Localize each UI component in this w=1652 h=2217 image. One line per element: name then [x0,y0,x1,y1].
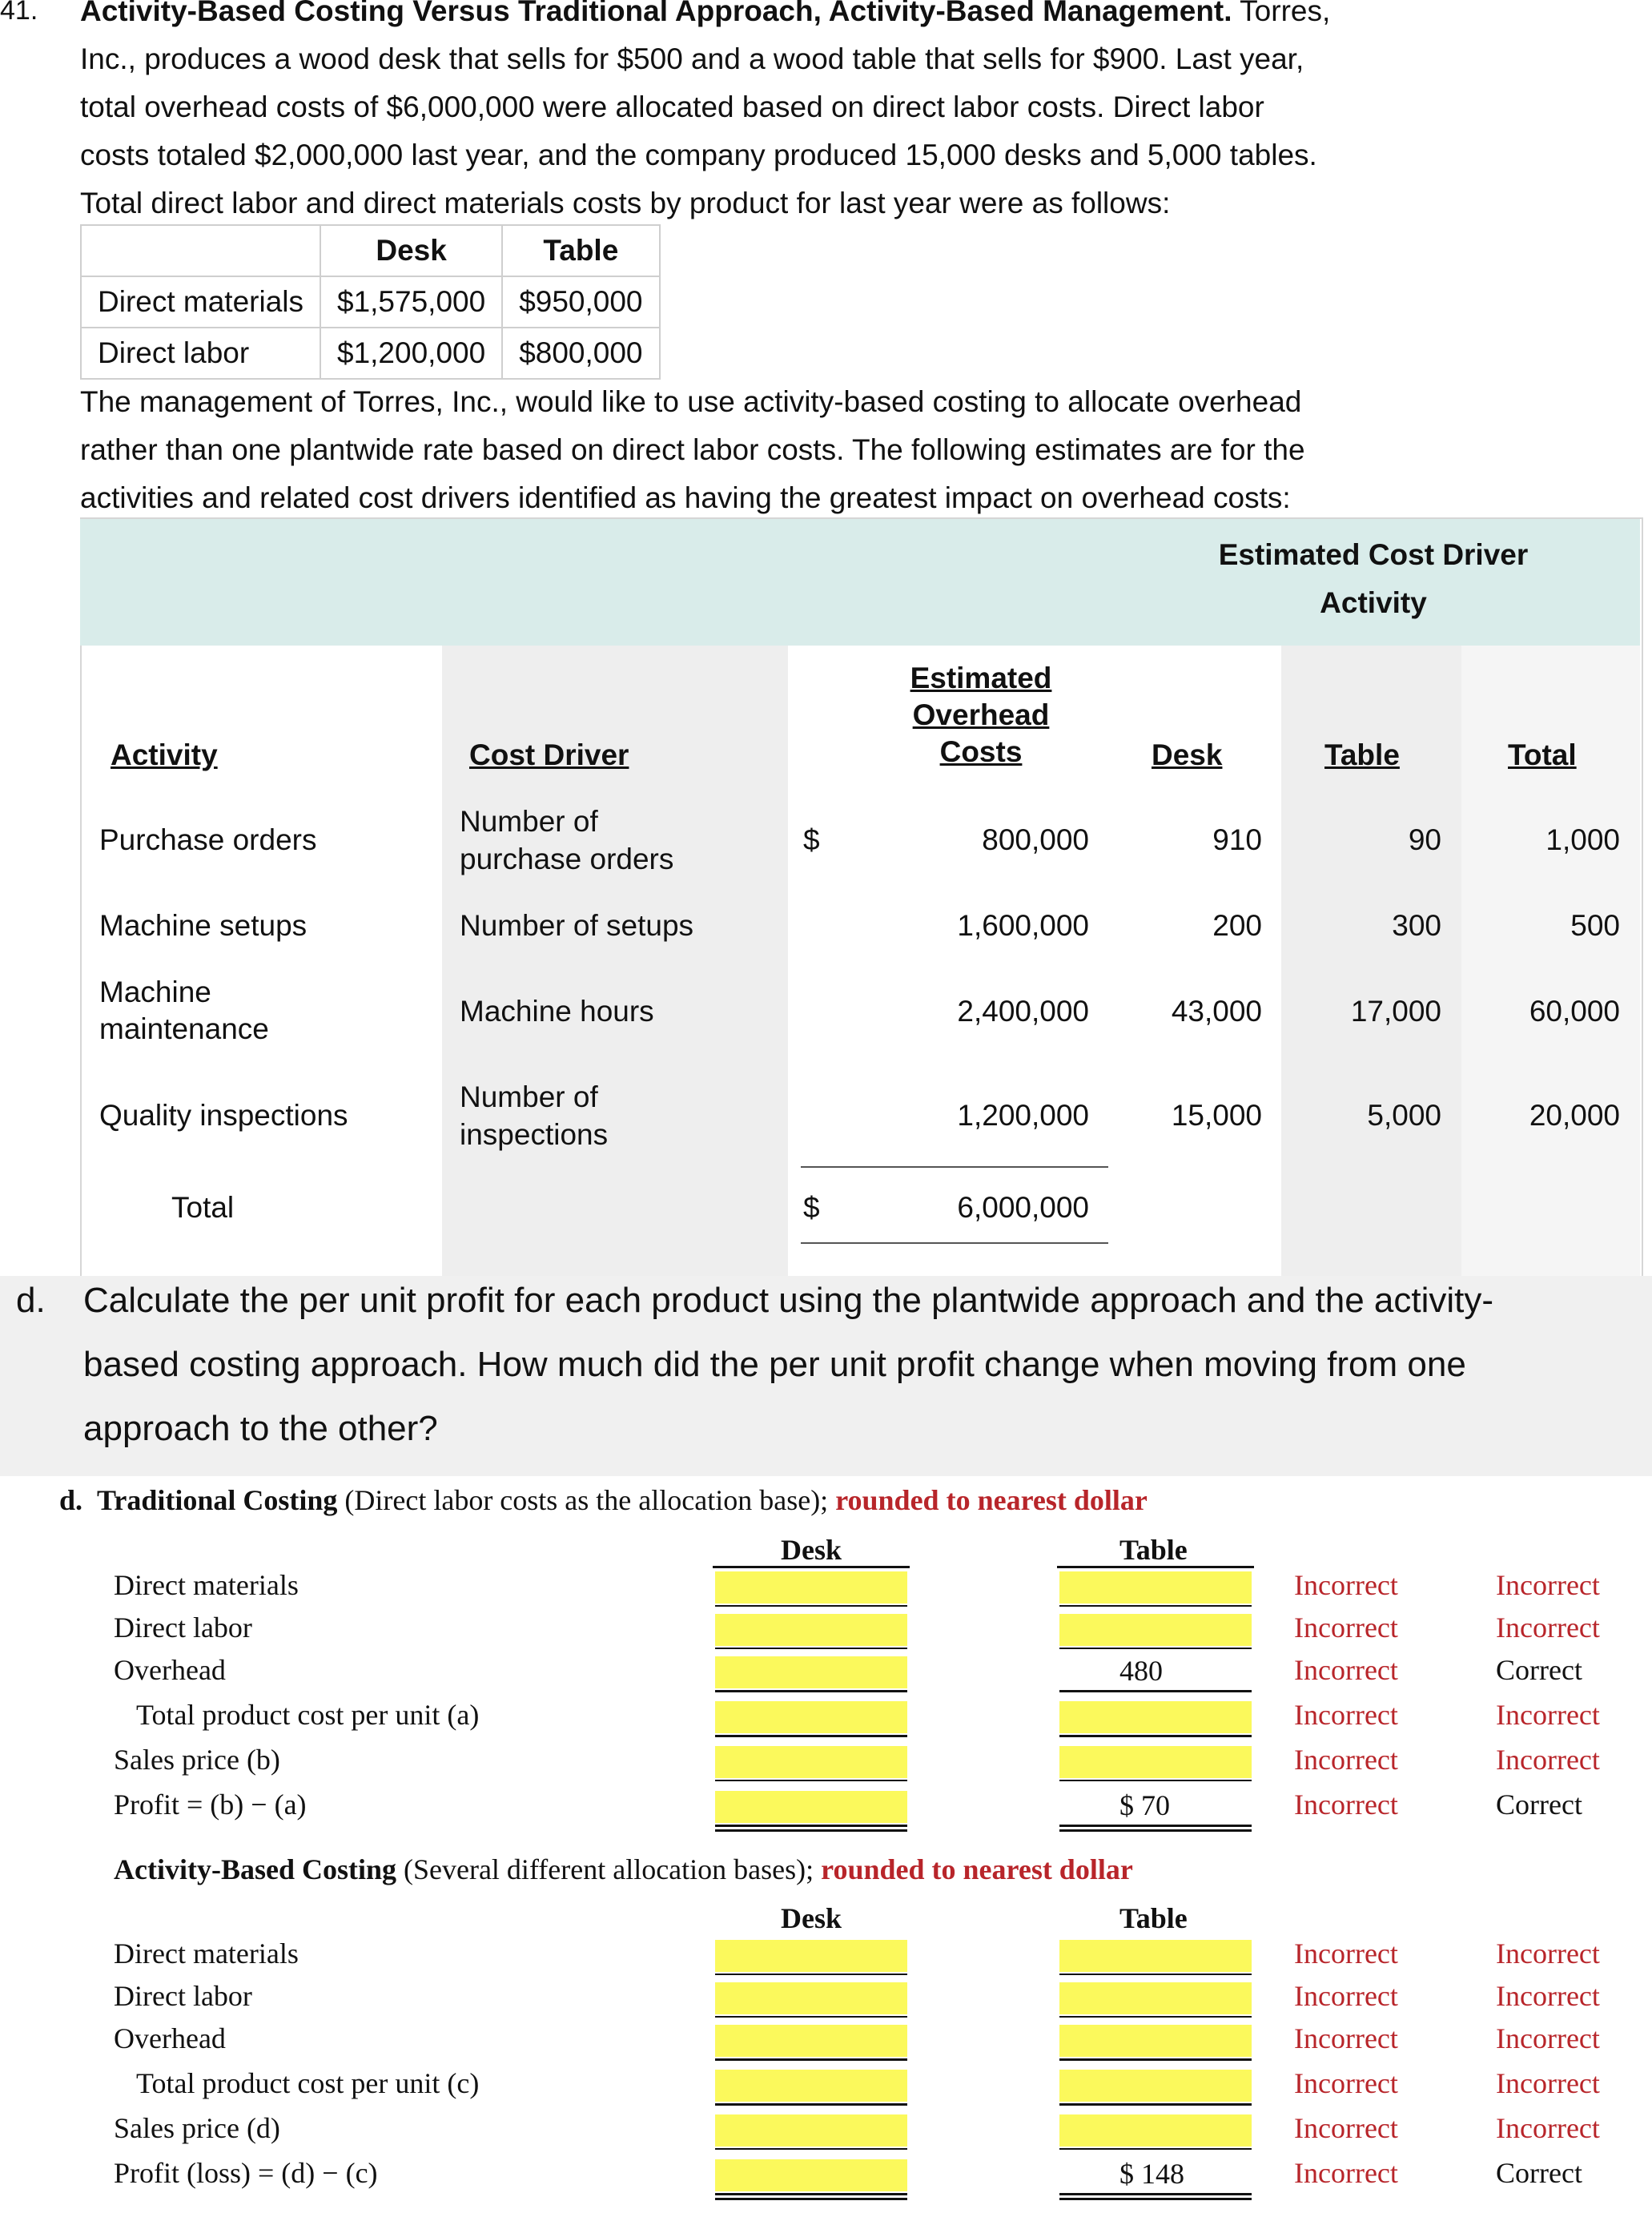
row-total: 20,000 [1529,1099,1620,1132]
table-input-cell[interactable] [1059,1791,1252,1823]
row-table: 17,000 [1350,995,1441,1028]
header-costs-line2: Overhead [912,698,1050,731]
row-label: Total product cost per unit (a) [136,1699,480,1731]
table-input-cell[interactable] [1059,1982,1252,2014]
group-header-line2: Activity [1320,586,1427,619]
col-header-desk: Desk [320,225,502,276]
direct-cost-table [80,224,661,380]
row-label: Profit (loss) = (d) − (c) [114,2157,378,2189]
desk-status-label: Incorrect [1294,1569,1398,1601]
header-rule [1057,1566,1254,1568]
desk-status-label: Incorrect [1294,1980,1398,2012]
double-underline [1059,2193,1252,2200]
row-label: Direct materials [114,1569,299,1601]
cell-rule [1059,1648,1252,1649]
part-d-letter: d. [16,1281,46,1320]
header-costs-line3: Costs [939,735,1023,768]
cell-rule [1059,1690,1252,1692]
row-label: Overhead [114,1654,226,1686]
table-status-label: Correct [1496,1654,1582,1686]
table-status-label: Incorrect [1496,1937,1600,1970]
desk-input-cell[interactable] [715,1656,907,1688]
row-label: Direct materials [114,1937,299,1970]
row-label: Direct labor [114,1611,252,1644]
total-label: Total [171,1191,235,1224]
traditional-title: d. Traditional Costing (Direct labor costs as the allocation base); rounded to nearest dollar [59,1484,1148,1516]
cell-rule [1059,2058,1252,2061]
desk-input-cell[interactable] [715,1746,907,1778]
abc-title: Activity-Based Costing (Several different allocation bases); rounded to nearest dollar [114,1853,1133,1885]
table-cell-value: 480 [1119,1655,1163,1687]
statement-line-5: Total direct labor and direct materials costs by product for last year were as follows: [80,187,1171,219]
desk-status-label: Incorrect [1294,1654,1398,1686]
dollar-sign: $ [803,823,820,856]
row-driver: Number of setups [460,909,694,942]
table-input-cell[interactable] [1059,1614,1252,1646]
header-costs-line1: Estimated [910,662,1052,694]
row-activity: Machine [99,976,211,1008]
desk-status-label: Incorrect [1294,1699,1398,1731]
header-rule [713,1566,910,1568]
desk-input-cell[interactable] [715,2114,907,2147]
table-input-cell[interactable] [1059,2114,1252,2147]
cell-rule [715,2148,907,2150]
question-number: 41. [0,0,38,26]
row-label: Sales price (b) [114,1744,280,1776]
double-underline [715,1825,907,1832]
desk-status-label: Incorrect [1294,2067,1398,2099]
row-activity: Quality inspections [99,1099,348,1132]
statement-line-1: Activity-Based Costing Versus Traditional Approach, Activity-Based Management. Torres, [80,0,1634,35]
row-label: Sales price (d) [114,2112,280,2144]
row-driver: Number of [460,1080,598,1113]
cell-rule [1059,2148,1252,2150]
row-cost: 2,400,000 [957,995,1089,1028]
cell-rule [715,1780,907,1781]
cell-rule [1059,1974,1252,1975]
table-status-label: Incorrect [1496,1569,1600,1601]
dollar-sign: $ [803,1191,820,1224]
row-label: Overhead [114,2022,226,2054]
abc-intro: The management of Torres, Inc., would like to use activity-based costing to allocate overhead rather than one plantwide rate based on direct labor costs. The following estimates are for the activities and related cost drivers identified as having the greatest impact on overhead costs: [80,385,1305,514]
desk-status-label: Incorrect [1294,1611,1398,1644]
row-cost: 1,200,000 [957,1099,1089,1132]
desk-status-label: Incorrect [1294,2112,1398,2144]
cell-rule [715,1648,907,1649]
table-input-cell[interactable] [1059,1701,1252,1733]
row-desk: 15,000 [1171,1099,1262,1132]
row-activity: Machine setups [99,909,307,942]
header-table: Table [1324,738,1400,771]
row-cost: 1,600,000 [957,909,1089,942]
desk-input-cell[interactable] [715,1791,907,1823]
row-activity: maintenance [99,1012,269,1045]
desk-input-cell[interactable] [715,1940,907,1972]
total-cost: 6,000,000 [957,1191,1089,1224]
cell-rule [715,2016,907,2018]
statement-line-4: costs totaled $2,000,000 last year, and the company produced 15,000 desks and 5,000 tables. [80,139,1317,171]
desk-input-cell[interactable] [715,2025,907,2057]
table-status-label: Incorrect [1496,2112,1600,2144]
total-rule [801,1242,1108,1244]
row-label: Profit = (b) − (a) [114,1788,307,1821]
row-activity: Purchase orders [99,823,317,856]
table-status-label: Incorrect [1496,1980,1600,2012]
row-cost: 800,000 [982,823,1089,856]
subtotal-rule [801,1166,1108,1168]
row-desk: 910 [1212,823,1262,856]
col-header-table: Table [502,225,659,276]
double-underline [715,2193,907,2200]
cell-rule [1059,2103,1252,2106]
table-input-cell[interactable] [1059,2025,1252,2057]
cell-rule [715,1690,907,1692]
row-desk: 200 [1212,909,1262,942]
table-input-cell[interactable] [1059,1571,1252,1603]
desk-input-cell[interactable] [715,1982,907,2014]
cell-rule [715,2058,907,2061]
table-status-label: Correct [1496,1788,1582,1821]
desk-status-label: Incorrect [1294,1744,1398,1776]
desk-status-label: Incorrect [1294,2022,1398,2054]
row-label: Total product cost per unit (c) [136,2067,480,2099]
desk-input-cell[interactable] [715,2159,907,2191]
statement-line-3: total overhead costs of $6,000,000 were allocated based on direct labor costs. Direct labor [80,91,1264,123]
abc-col-desk: Desk [781,1902,842,1934]
table-input-cell[interactable] [1059,2070,1252,2102]
row-driver: inspections [460,1118,609,1151]
desk-input-cell[interactable] [715,1614,907,1646]
desk-status-label: Incorrect [1294,2157,1398,2189]
header-cost-driver: Cost Driver [469,738,629,771]
cell-rule [715,2103,907,2106]
row-total: 500 [1570,909,1620,942]
table-input-cell[interactable] [1059,1656,1252,1688]
table-status-label: Incorrect [1496,2067,1600,2099]
statement-line-2: Inc., produces a wood desk that sells for $500 and a wood table that sells for $900. Last year, [80,42,1304,75]
table-cell-value: $ 148 [1119,2158,1184,2190]
table-input-cell[interactable] [1059,2159,1252,2191]
table-status-label: Correct [1496,2157,1582,2189]
header-total: Total [1508,738,1577,771]
table-status-label: Incorrect [1496,1744,1600,1776]
problem-title: Activity-Based Costing Versus Traditional Approach, Activity-Based Management. [80,0,1232,27]
corner-cell [81,225,320,276]
table-row: Direct labor $1,200,000 $800,000 [81,328,660,379]
table-status-label: Incorrect [1496,2022,1600,2054]
row-table: 300 [1392,909,1441,942]
trad-col-table: Table [1119,1534,1188,1566]
desk-status-label: Incorrect [1294,1937,1398,1970]
row-label: Direct labor [114,1980,252,2012]
part-d-question: Calculate the per unit profit for each product using the plantwide approach and the activity- based costing approach. How much did the per unit profit change when moving from one approach to the other? [83,1281,1494,1448]
table-row: Direct materials $1,575,000 $950,000 [81,276,660,328]
abc-col-table: Table [1119,1902,1188,1934]
row-total: 1,000 [1545,823,1620,856]
cell-rule [1059,1605,1252,1607]
cell-rule [715,1974,907,1975]
row-table: 5,000 [1367,1099,1441,1132]
row-driver: Machine hours [460,995,654,1028]
desk-status-label: Incorrect [1294,1788,1398,1821]
desk-input-cell[interactable] [715,1571,907,1603]
problem-statement [80,0,1634,227]
header-activity: Activity [111,738,218,771]
row-driver: purchase orders [460,843,674,875]
table-status-label: Incorrect [1496,1611,1600,1644]
double-underline [1059,1825,1252,1832]
group-header-line1: Estimated Cost Driver [1218,538,1529,571]
row-table: 90 [1408,823,1441,856]
row-driver: Number of [460,805,598,838]
table-cell-value: $ 70 [1119,1789,1170,1821]
cell-rule [1059,1735,1252,1737]
cell-rule [1059,2016,1252,2018]
cell-rule [715,1735,907,1737]
desk-input-cell[interactable] [715,1701,907,1733]
row-desk: 43,000 [1171,995,1262,1028]
trad-col-desk: Desk [781,1534,842,1566]
cell-rule [1059,1780,1252,1781]
header-desk: Desk [1152,738,1223,771]
table-status-label: Incorrect [1496,1699,1600,1731]
cell-rule [715,1605,907,1607]
table-input-cell[interactable] [1059,1746,1252,1778]
table-input-cell[interactable] [1059,1940,1252,1972]
desk-input-cell[interactable] [715,2070,907,2102]
row-total: 60,000 [1529,995,1620,1028]
